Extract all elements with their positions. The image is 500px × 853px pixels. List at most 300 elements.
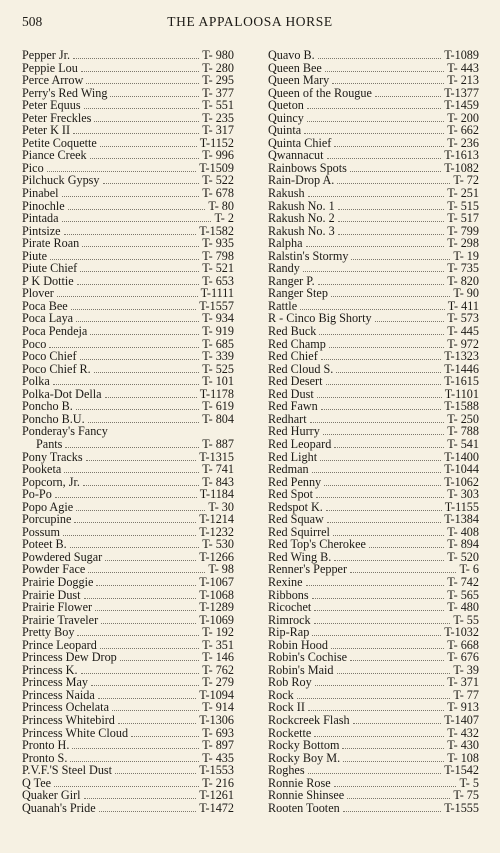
horse-name: Poteet B. — [22, 537, 67, 552]
dot-leader — [53, 375, 200, 385]
dot-leader — [338, 225, 445, 235]
horse-name: Queen of the Rougue — [268, 85, 372, 100]
registration-number: T- 798 — [202, 248, 234, 263]
registration-number: T-1062 — [444, 474, 479, 489]
registration-number: T- 820 — [447, 273, 479, 288]
horse-name: Perry's Red Wing — [22, 85, 108, 100]
dot-leader — [338, 200, 445, 210]
dot-leader — [342, 739, 444, 749]
registration-number: T- 619 — [202, 399, 234, 414]
horse-name: Peter K II — [22, 123, 71, 138]
registration-number: T- 804 — [202, 411, 234, 426]
registration-number: T- 678 — [202, 186, 234, 201]
index-entry — [268, 463, 479, 476]
horse-name: Red Desert — [268, 374, 323, 389]
horse-name: Red Light — [268, 449, 318, 464]
registration-number: T- 432 — [447, 725, 479, 740]
horse-name: Rob Roy — [268, 675, 312, 690]
horse-name: Piute Chief — [22, 261, 78, 276]
dot-leader — [73, 49, 199, 59]
index-entry — [268, 676, 479, 689]
horse-name: Pronto H. — [22, 738, 70, 753]
registration-number: T- 235 — [202, 110, 234, 125]
index-entry — [22, 739, 234, 752]
dot-leader — [110, 87, 199, 97]
registration-number: T- 295 — [202, 73, 234, 88]
index-entry — [268, 626, 479, 639]
index-entry — [268, 764, 479, 777]
registration-number: T-1184 — [199, 487, 234, 502]
registration-number: T- 411 — [447, 298, 479, 313]
dot-leader — [101, 614, 196, 624]
registration-number: T- 339 — [202, 349, 234, 364]
left-column — [22, 49, 234, 814]
index-entry — [268, 99, 479, 112]
dot-leader — [327, 513, 441, 523]
dot-leader — [76, 501, 205, 511]
index-entry — [268, 651, 479, 664]
dot-leader — [65, 438, 199, 448]
registration-number: T- 520 — [447, 549, 479, 564]
horse-name: Redman — [268, 462, 309, 477]
dot-leader — [88, 563, 205, 573]
horse-name: Rocky Boy M. — [268, 750, 341, 765]
registration-number: T- 788 — [447, 424, 479, 439]
registration-number: T- 216 — [202, 775, 234, 790]
dot-leader — [98, 689, 196, 699]
dot-leader — [307, 112, 444, 122]
dot-leader — [131, 727, 199, 737]
registration-number: T- 72 — [453, 173, 479, 188]
horse-name: Queen Bee — [268, 60, 322, 75]
horse-name: Rooten Tooten — [268, 800, 340, 815]
registration-number: T- 146 — [202, 650, 234, 665]
dot-leader — [55, 488, 197, 498]
horse-name: Rakush No. 1 — [268, 198, 335, 213]
horse-name: Pretty Boy — [22, 625, 75, 640]
registration-number: T- 213 — [447, 73, 479, 88]
registration-number: T-1377 — [444, 85, 479, 100]
horse-name: Ricochet — [268, 600, 312, 615]
dot-leader — [318, 49, 442, 59]
registration-number: T-1509 — [199, 160, 234, 175]
registration-number: T- 996 — [202, 148, 234, 163]
registration-number: T- 90 — [453, 286, 479, 301]
registration-number: T- 251 — [447, 186, 479, 201]
registration-number: T- 685 — [202, 336, 234, 351]
dot-leader — [337, 664, 451, 674]
registration-number: T-1557 — [199, 298, 234, 313]
registration-number: T- 80 — [208, 198, 234, 213]
horse-name: Qwannacut — [268, 148, 324, 163]
horse-name: Pico — [22, 160, 44, 175]
index-entry — [22, 262, 234, 275]
horse-name: Red Cloud S. — [268, 361, 334, 376]
index-entry — [22, 325, 234, 338]
horse-name: Red Buck — [268, 324, 317, 339]
index-entry — [22, 463, 234, 476]
dot-leader — [375, 312, 445, 322]
dot-leader — [94, 363, 200, 373]
registration-number: T- 565 — [447, 587, 479, 602]
horse-name: Ronnie Shinsee — [268, 788, 345, 803]
dot-leader — [64, 463, 199, 473]
dot-leader — [73, 124, 199, 134]
dot-leader — [315, 676, 445, 686]
dot-leader — [317, 388, 442, 398]
horse-name: Quanah's Pride — [22, 800, 96, 815]
dot-leader — [71, 300, 197, 310]
registration-number: T-1178 — [199, 386, 234, 401]
horse-name: Prairie Traveler — [22, 612, 99, 627]
dot-leader — [94, 112, 199, 122]
dot-leader — [329, 338, 444, 348]
index-entry — [268, 739, 479, 752]
registration-number: T- 371 — [447, 675, 479, 690]
horse-name: Princess White Cloud — [22, 725, 129, 740]
dot-leader — [334, 551, 444, 561]
horse-name: Rexine — [268, 574, 303, 589]
dot-leader — [99, 802, 197, 812]
index-entry — [268, 601, 479, 614]
dot-leader — [300, 300, 445, 310]
registration-number: T-1089 — [444, 48, 479, 62]
registration-number: T-1261 — [199, 788, 234, 803]
registration-number: T-1615 — [444, 374, 479, 389]
dot-leader — [306, 576, 445, 586]
registration-number: T- 377 — [202, 85, 234, 100]
horse-name: Rocky Bottom — [268, 738, 340, 753]
page-number: 508 — [22, 14, 43, 29]
horse-name: P.V.F.'S Steel Dust — [22, 763, 113, 778]
registration-number: T-1407 — [444, 712, 479, 727]
dot-leader — [337, 174, 450, 184]
dot-leader — [112, 701, 199, 711]
horse-name: Ribbons — [268, 587, 309, 602]
index-entry — [22, 601, 234, 614]
index-entry — [22, 676, 234, 689]
registration-number: T-1082 — [444, 160, 479, 175]
horse-name: Possum — [22, 524, 60, 539]
horse-name: Princess Ochelata — [22, 700, 109, 715]
registration-number: T-1232 — [199, 524, 234, 539]
dot-leader — [72, 739, 199, 749]
dot-leader — [310, 413, 445, 423]
dot-leader — [80, 262, 199, 272]
registration-number: T- 77 — [453, 687, 479, 702]
registration-number: T-1152 — [199, 135, 234, 150]
horse-name: Randy — [268, 261, 300, 276]
registration-number: T- 551 — [202, 98, 234, 113]
dot-leader — [332, 74, 444, 84]
horse-name: Poco Chief R. — [22, 361, 91, 376]
horse-name: Polka-Dot Della — [22, 386, 102, 401]
registration-number: T-1588 — [444, 399, 479, 414]
horse-name: Prince Leopard — [22, 637, 97, 652]
dot-leader — [68, 200, 206, 210]
dot-leader — [334, 438, 444, 448]
dot-leader — [336, 363, 441, 373]
dot-leader — [81, 62, 199, 72]
dot-leader — [62, 212, 212, 222]
horse-name: Pronto S. — [22, 750, 68, 765]
horse-name: Red Dust — [268, 386, 314, 401]
dot-leader — [84, 789, 197, 799]
index-entry — [22, 212, 234, 225]
registration-number: T-1111 — [200, 286, 234, 301]
horse-name: Red Penny — [268, 474, 322, 489]
registration-number: T- 515 — [447, 198, 479, 213]
index-entry — [268, 400, 479, 413]
horse-name: Popo Agie — [22, 499, 74, 514]
horse-name: Peter Freckles — [22, 110, 92, 125]
horse-name: Red Top's Cherokee — [268, 537, 366, 552]
horse-name: Ralstin's Stormy — [268, 248, 349, 263]
horse-name: Poco — [22, 336, 47, 351]
index-entry — [268, 513, 479, 526]
registration-number: T-1289 — [199, 600, 234, 615]
registration-number: T- 972 — [447, 336, 479, 351]
dot-leader — [77, 275, 200, 285]
horse-name: Popcorn, Jr. — [22, 474, 80, 489]
index-entry — [22, 350, 234, 363]
registration-number: T- 75 — [453, 788, 479, 803]
dot-leader — [326, 375, 442, 385]
dot-leader — [62, 187, 200, 197]
registration-number: T- 762 — [202, 662, 234, 677]
dot-leader — [105, 388, 197, 398]
dot-leader — [86, 451, 197, 461]
registration-number: T- 280 — [202, 60, 234, 75]
registration-number: T- 894 — [447, 537, 479, 552]
dot-leader — [314, 727, 444, 737]
horse-name: Rock II — [268, 700, 305, 715]
dot-leader — [308, 701, 444, 711]
dot-leader — [334, 137, 444, 147]
horse-name: Quavo B. — [268, 48, 315, 62]
horse-name: Prairie Flower — [22, 600, 93, 615]
horse-name: R - Cinco Big Shorty — [268, 311, 372, 326]
horse-name: Ranger P. — [268, 273, 315, 288]
dot-leader — [76, 312, 199, 322]
horse-name: Robin's Cochise — [268, 650, 348, 665]
dot-leader — [325, 62, 444, 72]
dot-leader — [103, 174, 200, 184]
index-entry — [268, 325, 479, 338]
horse-name: Rain-Drop A. — [268, 173, 335, 188]
registration-number: T-1459 — [444, 98, 479, 113]
horse-name: Rip-Rap — [268, 625, 310, 640]
index-entry — [268, 488, 479, 501]
registration-number: T-1315 — [199, 449, 234, 464]
horse-name: Rattle — [268, 298, 298, 313]
dot-leader — [91, 676, 199, 686]
registration-number: T- 443 — [447, 60, 479, 75]
horse-name: Pony Tracks — [22, 449, 83, 464]
dot-leader — [308, 187, 445, 197]
horse-name: Plover — [22, 286, 54, 301]
registration-number: T- 236 — [447, 135, 479, 150]
dot-leader — [319, 325, 444, 335]
index-entry — [268, 350, 479, 363]
dot-leader — [321, 400, 441, 410]
horse-name: Quinta Chief — [268, 135, 332, 150]
registration-number: T- 913 — [447, 700, 479, 715]
horse-name: Pintsize — [22, 223, 61, 238]
horse-name: Quincy — [268, 110, 304, 125]
registration-number: T- 192 — [202, 625, 234, 640]
registration-number: T- 980 — [202, 48, 234, 62]
dot-leader — [350, 651, 444, 661]
registration-number: T- 741 — [202, 462, 234, 477]
horse-name: Rockcreek Flash — [268, 712, 350, 727]
dot-leader — [316, 488, 444, 498]
horse-name: Powdered Sugar — [22, 549, 103, 564]
registration-number: T-1069 — [199, 612, 234, 627]
registration-number: T- 897 — [202, 738, 234, 753]
dot-leader — [333, 526, 444, 536]
registration-number: T-1067 — [199, 574, 234, 589]
dot-leader — [353, 714, 442, 724]
horse-name: Redhart — [268, 411, 307, 426]
registration-number: T-1032 — [444, 625, 479, 640]
horse-name: Renner's Pepper — [268, 562, 348, 577]
horse-name: Queton — [268, 98, 304, 113]
dot-leader — [297, 689, 451, 699]
registration-number: T- 200 — [447, 110, 479, 125]
index-entry — [22, 789, 234, 802]
index-entry — [22, 651, 234, 664]
registration-number: T-1044 — [444, 462, 479, 477]
horse-name: Rakush — [268, 186, 305, 201]
right-column — [268, 49, 479, 814]
index-entry — [268, 74, 479, 87]
dot-leader — [77, 626, 199, 636]
registration-number: T- 435 — [202, 750, 234, 765]
registration-number: T- 303 — [447, 487, 479, 502]
index-entry — [268, 576, 479, 589]
dot-leader — [324, 476, 441, 486]
index-entry — [22, 576, 234, 589]
dot-leader — [64, 225, 197, 235]
horse-name: Peter Equus — [22, 98, 81, 113]
dot-leader — [343, 752, 444, 762]
dot-leader — [321, 350, 441, 360]
dot-leader — [84, 589, 197, 599]
registration-number: T- 445 — [447, 324, 479, 339]
dot-leader — [318, 275, 445, 285]
registration-number: T- 351 — [202, 637, 234, 652]
horse-name: Princess K. — [22, 662, 78, 677]
horse-name: Ralpha — [268, 236, 303, 251]
index-entry — [22, 187, 234, 200]
index-entry — [22, 400, 234, 413]
dot-leader — [304, 124, 444, 134]
horse-name: Princess May — [22, 675, 89, 690]
horse-name: Poncho B. — [22, 399, 73, 414]
index-entry — [268, 375, 479, 388]
registration-number: T- 108 — [447, 750, 479, 765]
horse-name: Ronnie Rose — [268, 775, 331, 790]
dot-leader — [369, 538, 444, 548]
index-entry — [268, 212, 479, 225]
dot-leader — [338, 212, 445, 222]
registration-number: T-1068 — [199, 587, 234, 602]
horse-name: Pinabel — [22, 186, 59, 201]
registration-number: T- 662 — [447, 123, 479, 138]
horse-name: Pants — [36, 436, 63, 451]
horse-name: Red Squaw — [268, 512, 324, 527]
registration-number: T- 522 — [202, 173, 234, 188]
dot-leader — [312, 626, 441, 636]
dot-leader — [49, 338, 199, 348]
dot-leader — [343, 802, 442, 812]
registration-number: T-1446 — [444, 361, 479, 376]
dot-leader — [76, 400, 199, 410]
dot-leader — [331, 287, 450, 297]
dot-leader — [82, 237, 199, 247]
horse-name: P K Dottie — [22, 273, 74, 288]
horse-name: Pintada — [22, 211, 59, 226]
dot-leader — [306, 237, 445, 247]
horse-name: Powder Face — [22, 562, 86, 577]
horse-name: Red Leopard — [268, 436, 332, 451]
dot-leader — [120, 651, 200, 661]
dot-leader — [350, 563, 456, 573]
horse-name: Quinta — [268, 123, 302, 138]
index-entry — [22, 237, 234, 250]
registration-number: T-1542 — [444, 763, 479, 778]
dot-leader — [347, 789, 450, 799]
registration-number: T- 30 — [208, 499, 234, 514]
dot-leader — [57, 287, 198, 297]
registration-number: T- 101 — [202, 374, 234, 389]
dot-leader — [81, 664, 200, 674]
dot-leader — [334, 777, 457, 787]
horse-name: Prairie Doggie — [22, 574, 94, 589]
horse-name: Red Champ — [268, 336, 326, 351]
horse-name: Pilchuck Gypsy — [22, 173, 100, 188]
registration-number: T- 676 — [447, 650, 479, 665]
registration-number: T- 935 — [202, 236, 234, 251]
registration-number: T- 317 — [202, 123, 234, 138]
index-entry — [22, 714, 234, 727]
dot-leader — [308, 764, 442, 774]
registration-number: T- 934 — [202, 311, 234, 326]
dot-leader — [80, 350, 200, 360]
dot-leader — [312, 463, 442, 473]
horse-name: Queen Mary — [268, 73, 330, 88]
horse-name: Ranger Step — [268, 286, 328, 301]
horse-name: Poca Pendeja — [22, 324, 88, 339]
registration-number: T- 2 — [214, 211, 234, 226]
index-entry — [22, 538, 234, 551]
registration-number: T- 914 — [202, 700, 234, 715]
registration-number: T- 693 — [202, 725, 234, 740]
registration-number: T- 742 — [447, 574, 479, 589]
dot-leader — [86, 74, 199, 84]
page-title: THE APPALOOSA HORSE — [167, 14, 333, 29]
index-entry — [22, 74, 234, 87]
horse-name: Poncho B.U. — [22, 411, 85, 426]
registration-number: T-1094 — [199, 687, 234, 702]
registration-number: T- 250 — [447, 411, 479, 426]
registration-number: T- 279 — [202, 675, 234, 690]
horse-name: Rockette — [268, 725, 312, 740]
dot-leader — [307, 99, 441, 109]
registration-number: T- 517 — [447, 211, 479, 226]
horse-name: Red Squirrel — [268, 524, 330, 539]
